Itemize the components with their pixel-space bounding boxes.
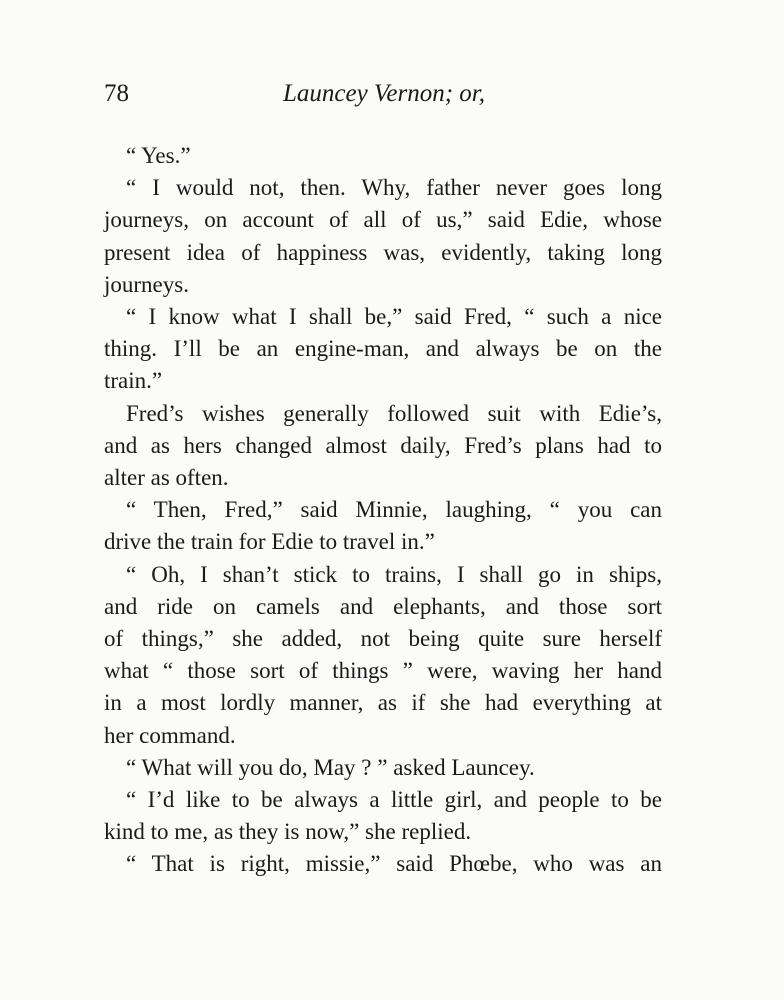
text-line: and ride on camels and elephants, and those sort — [104, 593, 662, 619]
page-header — [104, 80, 664, 116]
text-line: journeys, on account of all of us,” said Edie, whose — [104, 207, 662, 233]
text-line: train.” — [104, 368, 163, 394]
text-line: journeys. — [104, 271, 189, 297]
text-line: and as hers changed almost daily, Fred’s plans had to — [104, 432, 662, 458]
text-line: “ I’d like to be always a little girl, and people to be — [126, 787, 662, 813]
text-line: of things,” she added, not being quite sure herself — [104, 626, 662, 652]
text-line: “ That is right, missie,” said Phœbe, who was an — [126, 851, 662, 877]
text-line: alter as often. — [104, 465, 229, 491]
text-line: “ I know what I shall be,” said Fred, “ such a nice — [126, 304, 662, 330]
text-line: present idea of happiness was, evidently, taking long — [104, 239, 662, 265]
text-line: kind to me, as they is now,” she replied. — [104, 819, 472, 845]
page-number: 78 — [104, 80, 129, 107]
text-line: drive the train for Edie to travel in.” — [104, 529, 435, 555]
paragraph — [104, 301, 662, 398]
text-line: her command. — [104, 722, 236, 748]
paragraph — [104, 752, 662, 784]
text-line: thing. I’ll be an engine-man, and always be on the — [104, 336, 662, 362]
running-title: Launcey Vernon; or, — [282, 80, 486, 107]
text-line: what “ those sort of things ” were, waving her hand — [104, 658, 662, 684]
paragraph — [104, 559, 662, 752]
paragraph — [104, 172, 662, 301]
paragraph — [104, 494, 662, 558]
body-text — [104, 140, 662, 881]
paragraph — [104, 848, 662, 880]
text-line: Fred’s wishes generally followed suit with Edie’s, — [126, 400, 662, 426]
paragraph — [104, 784, 662, 848]
text-line: “ I would not, then. Why, father never goes long — [126, 175, 662, 201]
text-line: “ Yes.” — [126, 143, 191, 168]
text-line: in a most lordly manner, as if she had everything at — [104, 690, 662, 716]
text-line: “ Oh, I shan’t stick to trains, I shall go in ships, — [126, 561, 662, 587]
text-line: “ Then, Fred,” said Minnie, laughing, “ you can — [126, 497, 662, 523]
text-line: “ What will you do, May ? ” asked Launcey. — [126, 754, 535, 780]
paragraph — [104, 398, 662, 495]
paragraph — [104, 140, 662, 172]
